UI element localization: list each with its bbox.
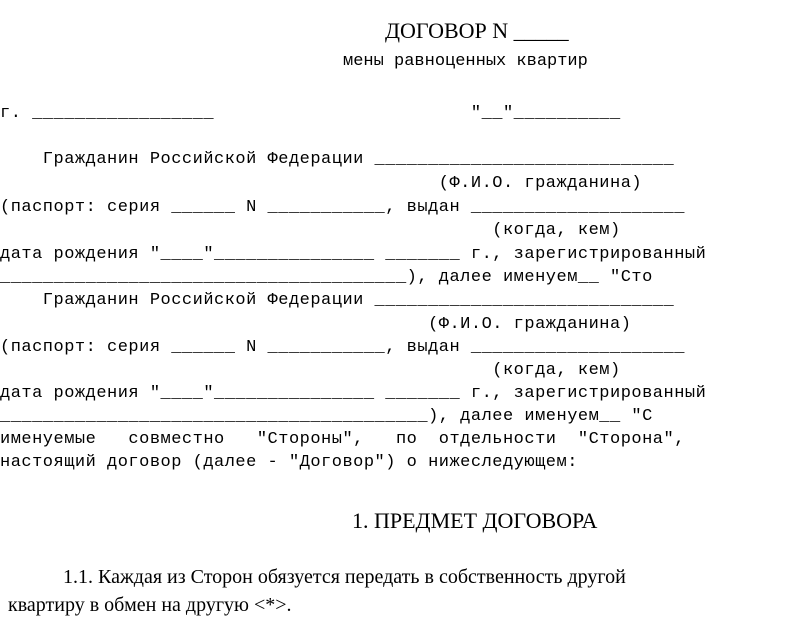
party1-citizen-line: Гражданин Российской Федерации ____________________________ xyxy=(0,150,675,169)
party2-birth-line: дата рождения "____"_______________ _______ г., зарегистрированный xyxy=(0,384,707,403)
party1-fio-hint: (Ф.И.О. гражданина) xyxy=(0,174,643,193)
section-heading: 1. ПРЕДМЕТ ДОГОВОРА xyxy=(352,508,598,533)
party2-continued-line: ________________________________________), далее именуем__ "С xyxy=(0,407,653,426)
party1-birth-line: дата рождения "____"_______________ _______ г., зарегистрированный xyxy=(0,245,707,264)
party1-passport-line: (паспорт: серия ______ N ___________, выдан ____________________ xyxy=(0,198,685,217)
contract-title: ДОГОВОР N _____ xyxy=(385,18,569,43)
clause-1-1-continued: квартиру в обмен на другую <*>. xyxy=(8,594,292,616)
place-date-line: г. _________________ "__"__________ xyxy=(0,104,621,123)
party2-issued-hint: (когда, кем) xyxy=(0,361,621,380)
party2-fio-hint: (Ф.И.О. гражданина) xyxy=(0,315,632,334)
contract-subtitle: мены равноценных квартир xyxy=(343,52,588,71)
clause-1-1: 1.1. Каждая из Сторон обязуется передать в собственность другой xyxy=(63,566,626,588)
joint-line-2: настоящий договор (далее - "Договор") о нижеследующем: xyxy=(0,453,578,472)
party2-citizen-line: Гражданин Российской Федерации ____________________________ xyxy=(0,291,675,310)
party2-passport-line: (паспорт: серия ______ N ___________, выдан ____________________ xyxy=(0,338,685,357)
joint-line-1: именуемые совместно "Стороны", по отдельности "Сторона", xyxy=(0,430,685,449)
party1-issued-hint: (когда, кем) xyxy=(0,221,621,240)
party1-continued-line: ______________________________________), далее именуем__ "Сто xyxy=(0,268,653,287)
